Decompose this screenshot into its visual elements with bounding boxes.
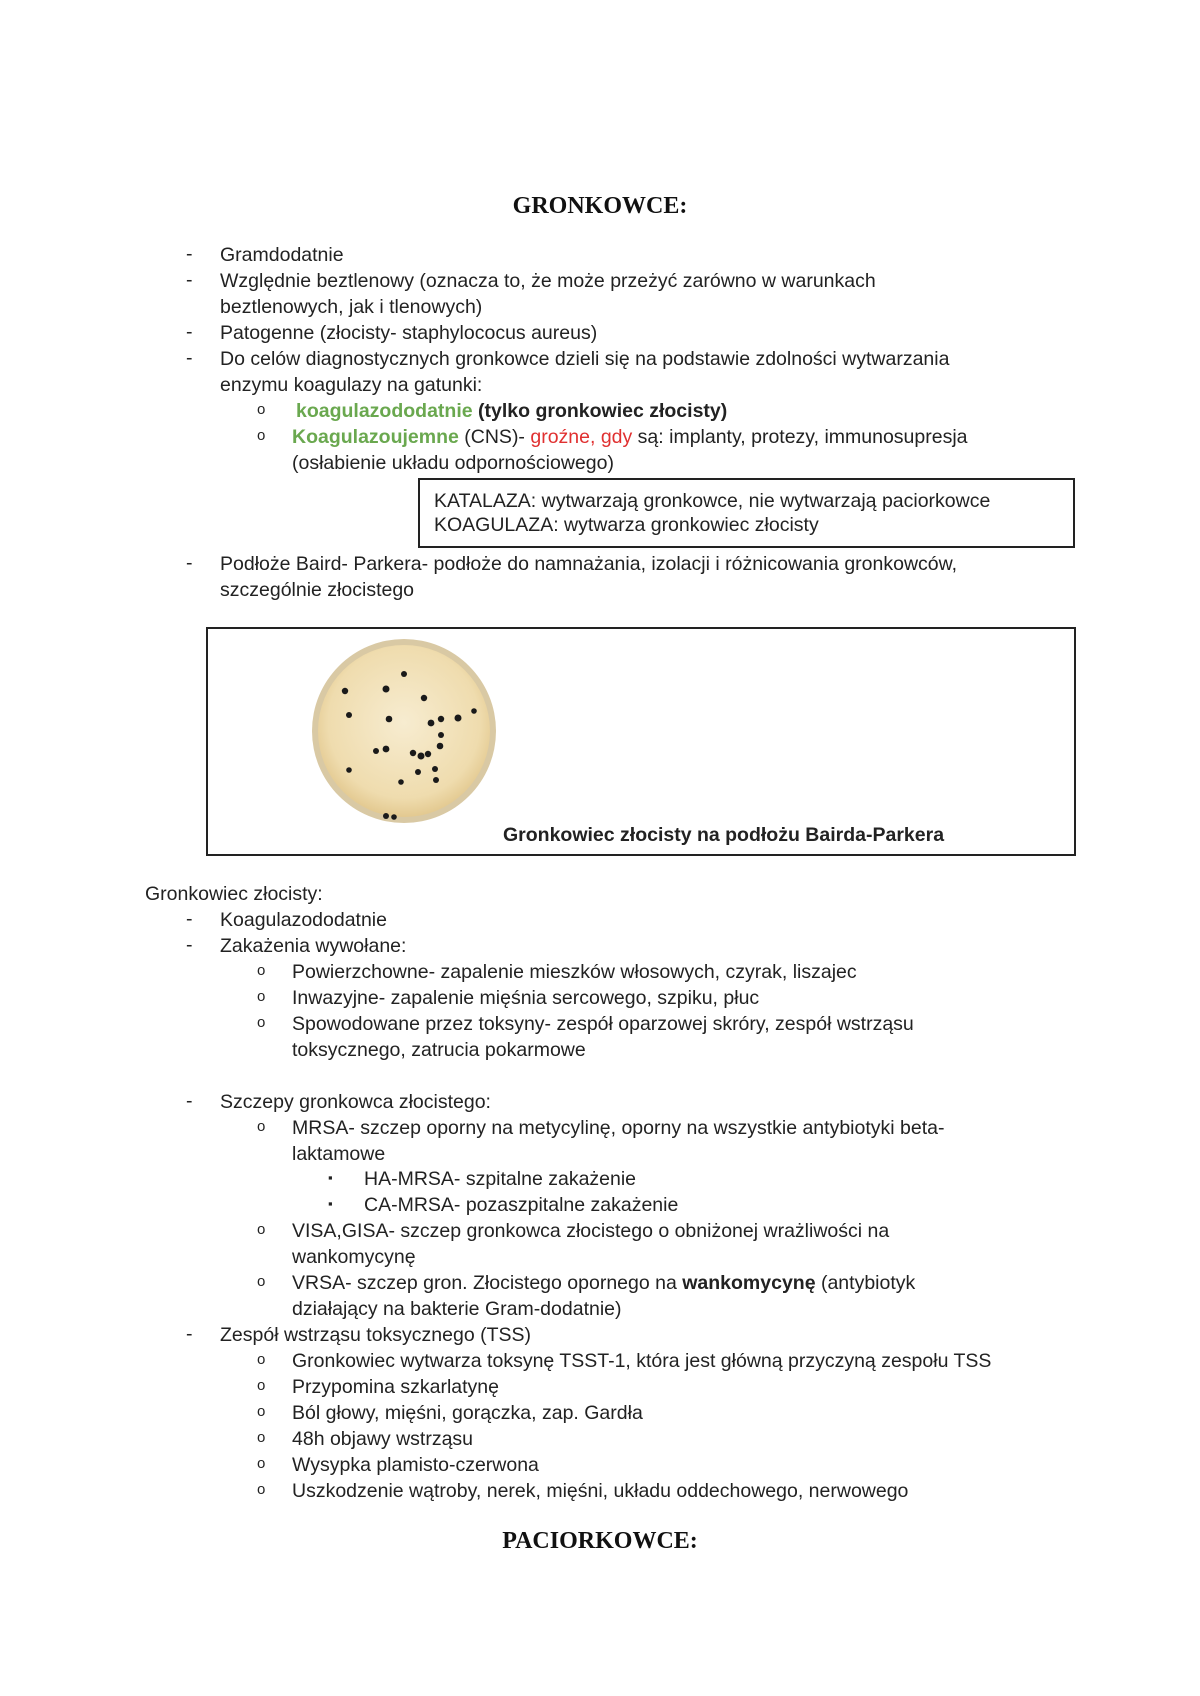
dash-marker: - — [186, 934, 193, 956]
sub-item: Ból głowy, mięśni, gorączka, zap. Gardła — [292, 1402, 643, 1424]
petri-dish-image — [208, 629, 1074, 854]
sub-item: Wysypka plamisto-czerwona — [292, 1454, 539, 1476]
list-item: Zespół wstrząsu toksycznego (TSS) — [220, 1324, 532, 1346]
circle-marker: o — [257, 988, 266, 1005]
figure-box — [206, 627, 1076, 856]
circle-marker: o — [257, 401, 266, 418]
heading-gronkowce: GRONKOWCE: — [512, 193, 688, 219]
sub-item-continuation: wankomycynę — [292, 1246, 416, 1268]
circle-marker: o — [257, 1351, 266, 1368]
circle-marker: o — [257, 1429, 266, 1446]
box-line: KOAGULAZA: wytwarza gronkowiec złocisty — [434, 514, 819, 536]
circle-marker: o — [257, 1455, 266, 1472]
sub-item: Koagulazoujemne (CNS)- groźne, gdy są: implanty, protezy, immunosupresja — [292, 426, 968, 448]
box-line: KATALAZA: wytwarzają gronkowce, nie wytwarzają paciorkowce — [434, 490, 991, 512]
dash-marker: - — [186, 552, 193, 574]
sub-item: Powierzchowne- zapalenie mieszków włosowych, czyrak, liszajec — [292, 961, 857, 983]
dash-marker: - — [186, 347, 193, 369]
heading-paciorkowce: PACIORKOWCE: — [502, 1528, 698, 1554]
circle-marker: o — [257, 1118, 266, 1135]
sub-sub-item: CA-MRSA- pozaszpitalne zakażenie — [364, 1194, 679, 1216]
circle-marker: o — [257, 427, 266, 444]
square-marker: ▪ — [328, 1170, 333, 1185]
list-item: Podłoże Baird- Parkera- podłoże do namnażania, izolacji i różnicowania gronkowców, — [220, 553, 958, 575]
circle-marker: o — [257, 1221, 266, 1238]
sub-item-continuation: (osłabienie układu odpornościowego) — [292, 452, 614, 474]
list-item: Zakażenia wywołane: — [220, 935, 407, 957]
sub-item-continuation: toksycznego, zatrucia pokarmowe — [292, 1039, 586, 1061]
circle-marker: o — [257, 1403, 266, 1420]
dash-marker: - — [186, 1090, 193, 1112]
sub-item: Uszkodzenie wątroby, nerek, mięśni, układu oddechowego, nerwowego — [292, 1480, 909, 1502]
list-item-continuation: szczególnie złocistego — [220, 579, 415, 601]
dash-marker: - — [186, 269, 193, 291]
circle-marker: o — [257, 1273, 266, 1290]
list-item: Patogenne (złocisty- staphylococus aureus) — [220, 322, 598, 344]
list-item: Względnie beztlenowy (oznacza to, że może przeżyć zarówno w warunkach — [220, 270, 876, 292]
circle-marker: o — [257, 962, 266, 979]
sub-item-continuation: działający na bakterie Gram-dodatnie) — [292, 1298, 622, 1320]
sub-sub-item: HA-MRSA- szpitalne zakażenie — [364, 1168, 637, 1190]
list-item-continuation: beztlenowych, jak i tlenowych) — [220, 296, 483, 318]
sub-item: Gronkowiec wytwarza toksynę TSST-1, która jest główną przyczyną zespołu TSS — [292, 1350, 992, 1372]
dash-marker: - — [186, 1323, 193, 1345]
section-intro: Gronkowiec złocisty: — [145, 883, 323, 905]
list-item: Do celów diagnostycznych gronkowce dzieli się na podstawie zdolności wytwarzania — [220, 348, 950, 370]
dash-marker: - — [186, 321, 193, 343]
list-item: Szczepy gronkowca złocistego: — [220, 1091, 491, 1113]
sub-item: VRSA- szczep gron. Złocistego opornego na wankomycynę (antybiotyk — [292, 1272, 916, 1294]
list-item: Koagulazododatnie — [220, 909, 387, 931]
list-item-continuation: enzymu koagulazy na gatunki: — [220, 374, 483, 396]
list-item: Gramdodatnie — [220, 244, 344, 266]
circle-marker: o — [257, 1014, 266, 1031]
dash-marker: - — [186, 908, 193, 930]
sub-item: Inwazyjne- zapalenie mięśnia sercowego, szpiku, płuc — [292, 987, 760, 1009]
enzyme-note-box — [418, 478, 1075, 548]
sub-item: VISA,GISA- szczep gronkowca złocistego o obniżonej wrażliwości na — [292, 1220, 890, 1242]
sub-item: koagulazododatnie (tylko gronkowiec złocisty) — [296, 400, 728, 422]
sub-item: Spowodowane przez toksyny- zespół oparzowej skróry, zespół wstrząsu — [292, 1013, 914, 1035]
sub-item-continuation: laktamowe — [292, 1143, 386, 1165]
circle-marker: o — [257, 1481, 266, 1498]
square-marker: ▪ — [328, 1196, 333, 1211]
sub-item: 48h objawy wstrząsu — [292, 1428, 474, 1450]
dash-marker: - — [186, 243, 193, 265]
sub-item: MRSA- szczep oporny na metycylinę, oporny na wszystkie antybiotyki beta- — [292, 1117, 945, 1139]
sub-item: Przypomina szkarlatynę — [292, 1376, 499, 1398]
figure-caption: Gronkowiec złocisty na podłożu Bairda-Parkera — [503, 824, 945, 846]
circle-marker: o — [257, 1377, 266, 1394]
